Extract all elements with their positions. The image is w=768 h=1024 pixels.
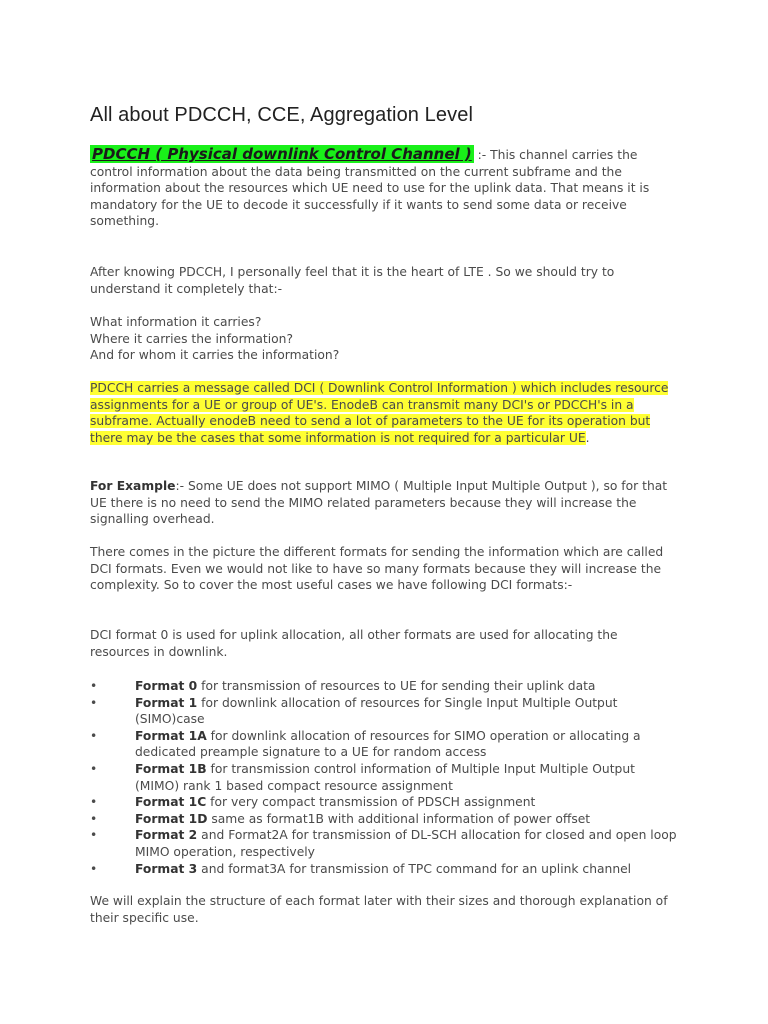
example-text: :- Some UE does not support MIMO ( Multiple Input Multiple Output ), so for that UE there is no need to send the MIMO related parameters because they will increase the signalling overhead.: [90, 479, 668, 527]
example-label: For Example: [90, 479, 176, 493]
format-name: Format 1A: [135, 728, 207, 743]
bullet-icon: •: [90, 679, 98, 693]
list-item: [90, 827, 680, 860]
dci-highlight: PDCCH carries a message called DCI ( Downlink Control Information ) which includes resource assignments for a UE or group of UE's. EnodeB can transmit many DCI's or PDCCH's in a subframe. Actually enodeB need to send a lot of parameters to the UE for its operation but there may be the cases that some information is not required for a particular UE: [90, 381, 669, 445]
question-item: Where it carries the information?: [90, 331, 294, 346]
dci-paragraph: [90, 380, 680, 446]
intro-text: :- This channel carries the control information about the data being transmitted on the current subframe and the information about the resources which UE need to use for the uplink data. That means it is mandatory for the UE to decode it successfully if it wants to send some data or receive something.: [90, 148, 650, 229]
format-name: Format 1: [135, 695, 198, 710]
page-title: All about PDCCH, CCE, Aggregation Level: [90, 104, 473, 126]
format-name: Format 1B: [135, 761, 207, 776]
format-name: Format 3: [135, 861, 198, 876]
format-desc: and format3A for transmission of TPC command for an uplink channel: [197, 861, 632, 876]
format-desc: for downlink allocation of resources for Single Input Multiple Output (SIMO)case: [135, 695, 618, 727]
format-name: Format 0: [135, 679, 198, 693]
bullet-icon: •: [90, 795, 98, 810]
format-name: Format 1C: [135, 795, 207, 810]
closing-paragraph: We will explain the structure of each format later with their sizes and thorough explanation of their specific use.: [90, 894, 668, 925]
intro-paragraph: [90, 146, 680, 230]
heart-of-lte-paragraph: After knowing PDCCH, I personally feel that it is the heart of LTE . So we should try to understand it completely that:-: [90, 265, 615, 296]
pdcch-highlight: PDCCH ( Physical downlink Control Channel ): [92, 145, 472, 163]
format-desc: and Format2A for transmission of DL-SCH allocation for closed and open loop MIMO operation, respectively: [135, 828, 677, 859]
format-desc: for downlink allocation of resources for SIMO operation or allocating a dedicated preample signature to a UE for random access: [135, 728, 641, 760]
bullet-icon: •: [90, 811, 98, 826]
format-name: Format 2: [135, 828, 198, 843]
list-item: [90, 678, 680, 695]
bullet-icon: •: [90, 695, 98, 710]
list-item: [90, 811, 680, 828]
format-desc: same as format1B with additional information of power offset: [207, 811, 591, 826]
list-item: [90, 761, 680, 794]
list-item: [90, 728, 680, 761]
example-paragraph: [90, 478, 680, 528]
formats-paragraph: There comes in the picture the different formats for sending the information which are called DCI formats. Even we would not like to have so many formats because they will increase the complexity. So to cover the most useful cases we have following DCI formats:-: [90, 545, 664, 593]
list-item: [90, 794, 680, 811]
list-item: [90, 695, 680, 728]
question-item: What information it carries?: [90, 315, 262, 329]
format-desc: for transmission control information of Multiple Input Multiple Output (MIMO) rank 1 based compact resource assignment: [135, 761, 635, 793]
list-item: [90, 861, 680, 878]
questions-list: [90, 314, 680, 364]
bullet-icon: •: [90, 728, 98, 743]
format-desc: for transmission of resources to UE for sending their uplink data: [197, 679, 596, 693]
dci-tail: .: [585, 430, 590, 445]
bullet-icon: •: [90, 761, 98, 776]
format-name: Format 1D: [135, 811, 208, 826]
dci0-paragraph: DCI format 0 is used for uplink allocation, all other formats are used for allocating the resources in downlink.: [90, 628, 618, 659]
bullet-icon: •: [90, 828, 98, 843]
bullet-icon: •: [90, 861, 98, 876]
format-desc: for very compact transmission of PDSCH assignment: [206, 795, 536, 810]
question-item: And for whom it carries the information?: [90, 348, 340, 363]
format-list: [90, 678, 680, 877]
